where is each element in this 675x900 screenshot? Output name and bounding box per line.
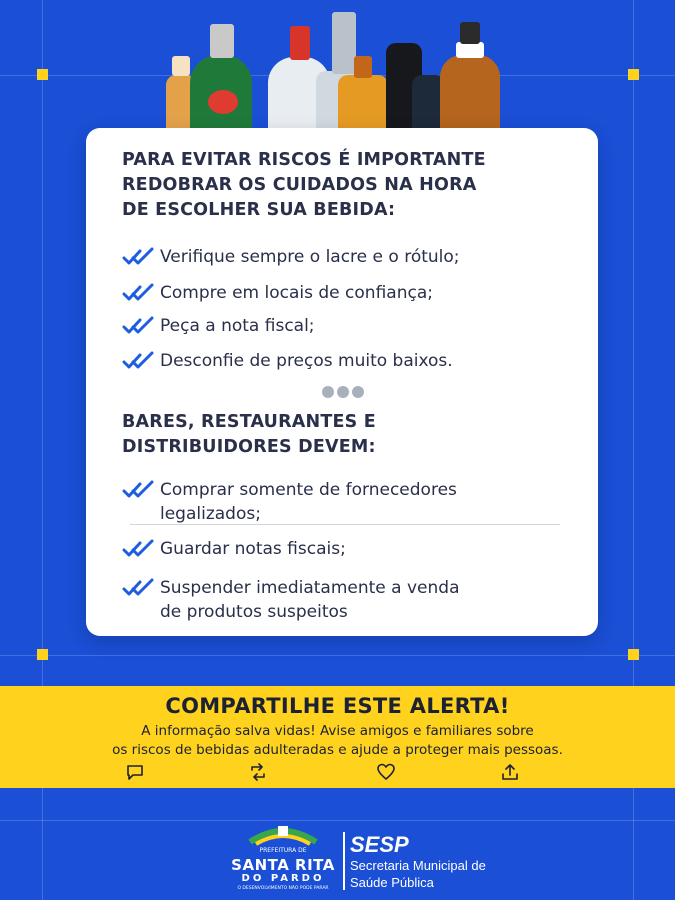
list-item-text: Guardar notas fiscais; bbox=[160, 539, 346, 559]
heading-line: DISTRIBUIDORES DEVEM: bbox=[122, 437, 376, 457]
divider bbox=[130, 524, 560, 525]
double-check-icon bbox=[122, 538, 160, 560]
info-card bbox=[86, 128, 598, 636]
sesp-line: Secretaria Municipal de bbox=[350, 858, 486, 873]
list-item-line: de produtos suspeitos bbox=[160, 602, 348, 622]
corner-marker bbox=[37, 69, 48, 80]
list-item-text: Peça a nota fiscal; bbox=[160, 316, 315, 336]
sesp-line: Saúde Pública bbox=[350, 875, 434, 890]
footer bbox=[0, 788, 675, 900]
santa-rita-logo bbox=[228, 824, 338, 894]
footer-divider bbox=[343, 832, 345, 890]
logo-tagline: O DESENVOLVIMENTO NÃO PODE PARAR bbox=[237, 886, 329, 891]
card-heading-2 bbox=[122, 410, 376, 460]
alert-body-line: os riscos de bebidas adulteradas e ajude a proteger mais pessoas. bbox=[112, 742, 563, 758]
heading-line: DE ESCOLHER SUA BEBIDA: bbox=[122, 200, 396, 220]
repost-icon[interactable] bbox=[248, 762, 268, 782]
bottles-illustration bbox=[150, 10, 520, 135]
list-item-text bbox=[160, 478, 457, 526]
heading-line: PARA EVITAR RISCOS É IMPORTANTE bbox=[122, 150, 486, 170]
list-item-line: legalizados; bbox=[160, 504, 261, 524]
list-item bbox=[122, 349, 578, 373]
double-check-icon bbox=[122, 350, 160, 372]
list-item bbox=[122, 576, 578, 624]
heading-line: REDOBRAR OS CUIDADOS NA HORA bbox=[122, 175, 477, 195]
list-item-text bbox=[160, 576, 460, 624]
more-dots bbox=[322, 386, 364, 398]
list-item-text: Desconfie de preços muito baixos. bbox=[160, 351, 453, 371]
list-item bbox=[122, 314, 578, 338]
alert-title: COMPARTILHE ESTE ALERTA! bbox=[165, 694, 510, 718]
corner-marker bbox=[628, 69, 639, 80]
list-item bbox=[122, 281, 578, 305]
list-item bbox=[122, 478, 578, 526]
logo-emblem-icon bbox=[248, 824, 318, 846]
list-item-text: Compre em locais de confiança; bbox=[160, 283, 433, 303]
logo-top-text: PREFEITURA DE bbox=[259, 847, 307, 854]
alert-body-line: A informação salva vidas! Avise amigos e familiares sobre bbox=[141, 723, 534, 739]
share-alert-banner bbox=[0, 686, 675, 788]
comment-icon[interactable] bbox=[125, 762, 145, 782]
list-item-line: Suspender imediatamente a venda bbox=[160, 578, 460, 598]
heading-line: BARES, RESTAURANTES E bbox=[122, 412, 376, 432]
sesp-title: SESP bbox=[350, 832, 409, 857]
double-check-icon bbox=[122, 577, 160, 599]
list-item bbox=[122, 245, 578, 269]
corner-marker bbox=[37, 649, 48, 660]
list-item-line: Comprar somente de fornecedores bbox=[160, 480, 457, 500]
double-check-icon bbox=[122, 282, 160, 304]
card-heading-1 bbox=[122, 148, 486, 223]
share-icon[interactable] bbox=[500, 762, 520, 782]
list-item bbox=[122, 537, 578, 561]
double-check-icon bbox=[122, 246, 160, 268]
double-check-icon bbox=[122, 479, 160, 501]
social-actions bbox=[0, 762, 675, 782]
heart-icon[interactable] bbox=[376, 762, 396, 782]
logo-sub: DO PARDO bbox=[241, 873, 325, 884]
corner-marker bbox=[628, 649, 639, 660]
list-item-text: Verifique sempre o lacre e o rótulo; bbox=[160, 247, 460, 267]
grid-line bbox=[0, 655, 675, 656]
alert-body bbox=[0, 722, 675, 760]
bottle bbox=[440, 55, 500, 135]
logo-name: SANTA RITA bbox=[231, 856, 335, 874]
bottle bbox=[338, 75, 388, 135]
double-check-icon bbox=[122, 315, 160, 337]
